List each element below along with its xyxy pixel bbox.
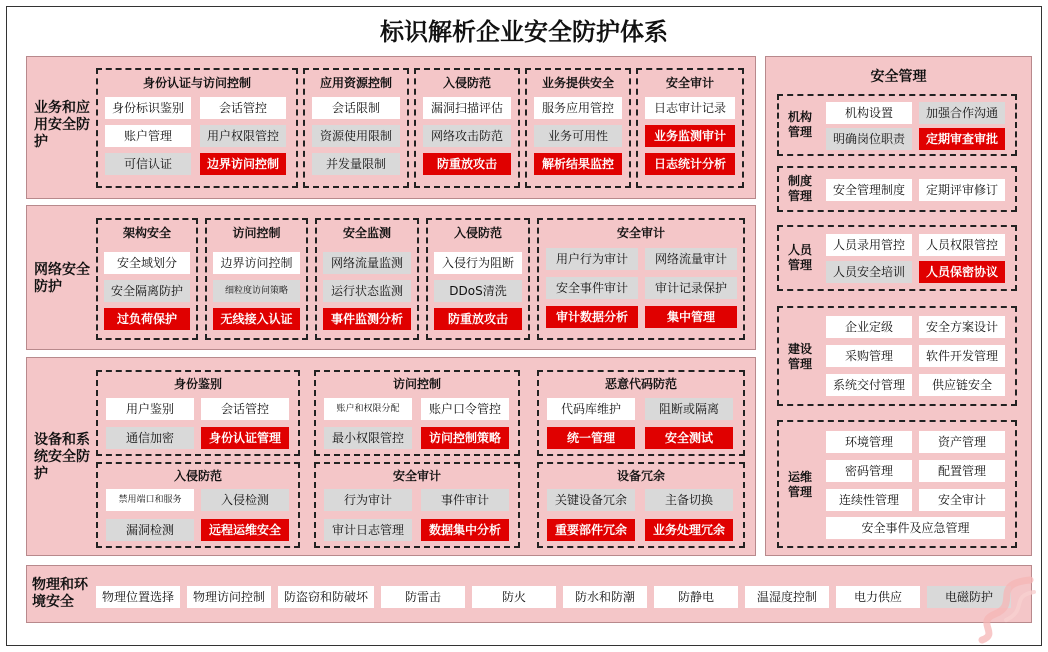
- cell: 细粒度访问策略: [213, 280, 300, 302]
- cell: 边界访问控制: [213, 252, 300, 274]
- cell: 事件审计: [421, 489, 509, 511]
- cell: 定期审查审批: [919, 128, 1005, 150]
- management-title: 安全管理: [870, 69, 927, 85]
- cell: 可信认证: [105, 153, 191, 175]
- cell: 账户和权限分配: [324, 398, 412, 420]
- cell: 漏洞扫描评估: [423, 97, 511, 119]
- cell: 密码管理: [826, 460, 912, 482]
- cell: 网络攻击防范: [423, 125, 511, 147]
- section-label: 建设管理: [787, 342, 812, 371]
- cell: 防火: [472, 586, 556, 608]
- cell: 连续性管理: [826, 489, 912, 511]
- cell: 安全测试: [645, 427, 733, 449]
- page-title: 标识解析企业安全防护体系: [380, 18, 668, 46]
- cell: 日志统计分析: [645, 153, 735, 175]
- cell: 行为审计: [324, 489, 412, 511]
- cell: 最小权限管控: [324, 427, 412, 449]
- group-title: 恶意代码防范: [604, 377, 677, 391]
- group-title: 安全监测: [342, 226, 391, 240]
- cell: 通信加密: [106, 427, 194, 449]
- cell: 身份认证管理: [201, 427, 289, 449]
- cell: 重要部件冗余: [547, 519, 635, 541]
- cell: 事件监测分析: [323, 308, 411, 330]
- decorative-swirl-icon: [970, 574, 1040, 644]
- section-label: 机构管理: [787, 110, 812, 139]
- cell: 解析结果监控: [534, 153, 622, 175]
- cell: 账户口令管控: [421, 398, 509, 420]
- cell: 账户管理: [105, 125, 191, 147]
- cell: 安全管理制度: [826, 179, 912, 201]
- cell: 安全方案设计: [919, 316, 1005, 338]
- cell: 统一管理: [547, 427, 635, 449]
- cell: 用户行为审计: [546, 248, 638, 270]
- cell: DDoS清洗: [434, 280, 522, 302]
- cell: 企业定级: [826, 316, 912, 338]
- section-label: 人员管理: [787, 243, 812, 272]
- group-title: 访问控制: [232, 226, 281, 240]
- band-network-label: 网络安全防护: [34, 262, 90, 295]
- cell: 采购管理: [826, 345, 912, 367]
- cell: 人员保密协议: [919, 261, 1005, 283]
- cell: 并发量限制: [312, 153, 400, 175]
- cell: 禁用端口和服务: [106, 489, 194, 511]
- cell: 网络流量监测: [323, 252, 411, 274]
- group-title: 应用资源控制: [319, 76, 392, 90]
- cell: 集中管理: [645, 306, 737, 328]
- cell: 边界访问控制: [200, 153, 286, 175]
- cell: 人员录用管控: [826, 234, 912, 256]
- cell: 审计数据分析: [546, 306, 638, 328]
- group-title: 入侵防范: [173, 469, 222, 483]
- cell: 业务可用性: [534, 125, 622, 147]
- cell: 日志审计记录: [645, 97, 735, 119]
- cell: 电磁防护: [927, 586, 1011, 608]
- cell: 审计记录保护: [645, 277, 737, 299]
- cell: 机构设置: [826, 102, 912, 124]
- cell: 资源使用限制: [312, 125, 400, 147]
- cell: 业务监测审计: [645, 125, 735, 147]
- cell: 物理位置选择: [96, 586, 180, 608]
- group-title: 入侵防范: [442, 76, 491, 90]
- group-title: 架构安全: [122, 226, 171, 240]
- cell: 防盗窃和防破坏: [278, 586, 374, 608]
- cell: 网络流量审计: [645, 248, 737, 270]
- group-title: 身份认证与访问控制: [142, 76, 251, 90]
- cell: 无线接入认证: [213, 308, 300, 330]
- cell: 漏洞检测: [106, 519, 194, 541]
- group-title: 业务提供安全: [541, 76, 614, 90]
- cell: 资产管理: [919, 431, 1005, 453]
- cell: 运行状态监测: [323, 280, 411, 302]
- cell: 远程运维安全: [201, 519, 289, 541]
- cell: 会话管控: [200, 97, 286, 119]
- group-title: 安全审计: [665, 76, 714, 90]
- section-label: 运维管理: [787, 470, 812, 499]
- group-title: 身份鉴别: [173, 377, 222, 391]
- cell: 安全审计: [919, 489, 1005, 511]
- cell: 温湿度控制: [745, 586, 829, 608]
- cell: 防水和防潮: [563, 586, 647, 608]
- section-label: 制度管理: [787, 174, 812, 203]
- cell: 入侵检测: [201, 489, 289, 511]
- cell: 访问控制策略: [421, 427, 509, 449]
- cell: 安全事件及应急管理: [826, 517, 1005, 539]
- cell: 配置管理: [919, 460, 1005, 482]
- group-title: 入侵防范: [453, 226, 502, 240]
- cell: 数据集中分析: [421, 519, 509, 541]
- cell: 主备切换: [645, 489, 733, 511]
- cell: 用户鉴别: [106, 398, 194, 420]
- cell: 会话限制: [312, 97, 400, 119]
- group-title: 安全审计: [616, 226, 665, 240]
- band-physical-label: 物理和环境安全: [32, 577, 88, 610]
- cell: 定期评审修订: [919, 179, 1005, 201]
- cell: 环境管理: [826, 431, 912, 453]
- cell: 明确岗位职责: [826, 128, 912, 150]
- cell: 阻断或隔离: [645, 398, 733, 420]
- cell: 物理访问控制: [187, 586, 271, 608]
- cell: 供应链安全: [919, 374, 1005, 396]
- cell: 服务应用管控: [534, 97, 622, 119]
- cell: 防静电: [654, 586, 738, 608]
- cell: 业务处理冗余: [645, 519, 733, 541]
- cell: 身份标识鉴别: [105, 97, 191, 119]
- cell: 安全域划分: [104, 252, 190, 274]
- group-title: 设备冗余: [616, 469, 665, 483]
- cell: 人员权限管控: [919, 234, 1005, 256]
- cell: 关键设备冗余: [547, 489, 635, 511]
- cell: 审计日志管理: [324, 519, 412, 541]
- group-title: 安全审计: [392, 469, 441, 483]
- cell: 防重放攻击: [423, 153, 511, 175]
- band-business-label: 业务和应用安全防护: [34, 100, 90, 150]
- cell: 安全隔离防护: [104, 280, 190, 302]
- band-device-label: 设备和系统安全防护: [34, 432, 90, 482]
- cell: 安全事件审计: [546, 277, 638, 299]
- group-title: 访问控制: [392, 377, 441, 391]
- cell: 用户权限管控: [200, 125, 286, 147]
- cell: 防雷击: [381, 586, 465, 608]
- cell: 入侵行为阻断: [434, 252, 522, 274]
- cell: 人员安全培训: [826, 261, 912, 283]
- cell: 代码库维护: [547, 398, 635, 420]
- cell: 系统交付管理: [826, 374, 912, 396]
- cell: 防重放攻击: [434, 308, 522, 330]
- cell: 电力供应: [836, 586, 920, 608]
- cell: 加强合作沟通: [919, 102, 1005, 124]
- cell: 过负荷保护: [104, 308, 190, 330]
- cell: 软件开发管理: [919, 345, 1005, 367]
- cell: 会话管控: [201, 398, 289, 420]
